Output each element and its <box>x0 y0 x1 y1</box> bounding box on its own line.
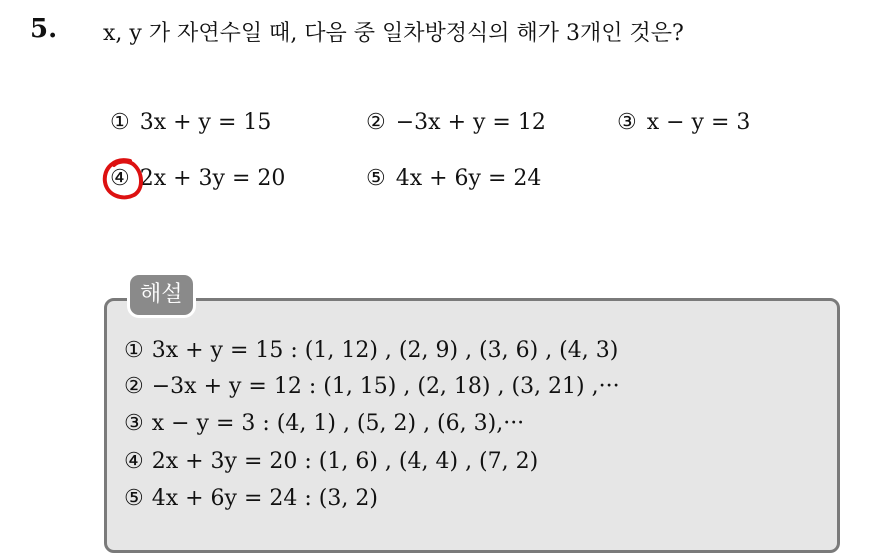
choice-5 <box>366 166 541 191</box>
choice-4-equation: 2x + 3y = 20 <box>139 166 286 191</box>
choice-5-equation: 4x + 6y = 24 <box>395 166 542 191</box>
solution-line-1-text: 3x + y = 15 : (1, 12) , (2, 9) , (3, 6) , (4, 3) <box>151 338 619 363</box>
solution-line-2 <box>124 374 620 399</box>
solution-line-2-text: −3x + y = 12 : (1, 15) , (2, 18) , (3, 21) ,··· <box>151 374 620 399</box>
choice-1-equation: 3x + y = 15 <box>139 110 272 135</box>
choice-3-marker: ③ <box>617 110 637 135</box>
solution-line-4-text: 2x + 3y = 20 : (1, 6) , (4, 4) , (7, 2) <box>151 449 539 474</box>
choice-1 <box>110 110 271 135</box>
solution-line-5-text: 4x + 6y = 24 : (3, 2) <box>151 486 378 511</box>
choice-3-equation: x − y = 3 <box>646 110 751 135</box>
solution-line-5-marker: ⑤ <box>124 486 144 511</box>
solution-line-3-text: x − y = 3 : (4, 1) , (5, 2) , (6, 3),··· <box>151 411 525 436</box>
solution-line-1 <box>124 338 618 363</box>
solution-line-5 <box>124 486 378 511</box>
choice-2 <box>366 110 546 135</box>
solution-line-4-marker: ④ <box>124 449 144 474</box>
choice-1-marker: ① <box>110 110 130 135</box>
solution-line-4 <box>124 449 538 474</box>
solution-line-3-marker: ③ <box>124 411 144 436</box>
choice-4-marker: ④ <box>110 166 130 191</box>
solution-line-2-marker: ② <box>124 374 144 399</box>
choice-5-marker: ⑤ <box>366 166 386 191</box>
solution-line-1-marker: ① <box>124 338 144 363</box>
choice-4 <box>110 166 285 191</box>
solution-line-3 <box>124 411 524 436</box>
solution-title: 해설 <box>130 275 193 315</box>
choice-2-equation: −3x + y = 12 <box>395 110 546 135</box>
choice-2-marker: ② <box>366 110 386 135</box>
question-text: x, y 가 자연수일 때, 다음 중 일차방정식의 해가 3개인 것은? <box>103 21 684 46</box>
question-number: 5. <box>30 14 58 44</box>
choice-3 <box>617 110 750 135</box>
